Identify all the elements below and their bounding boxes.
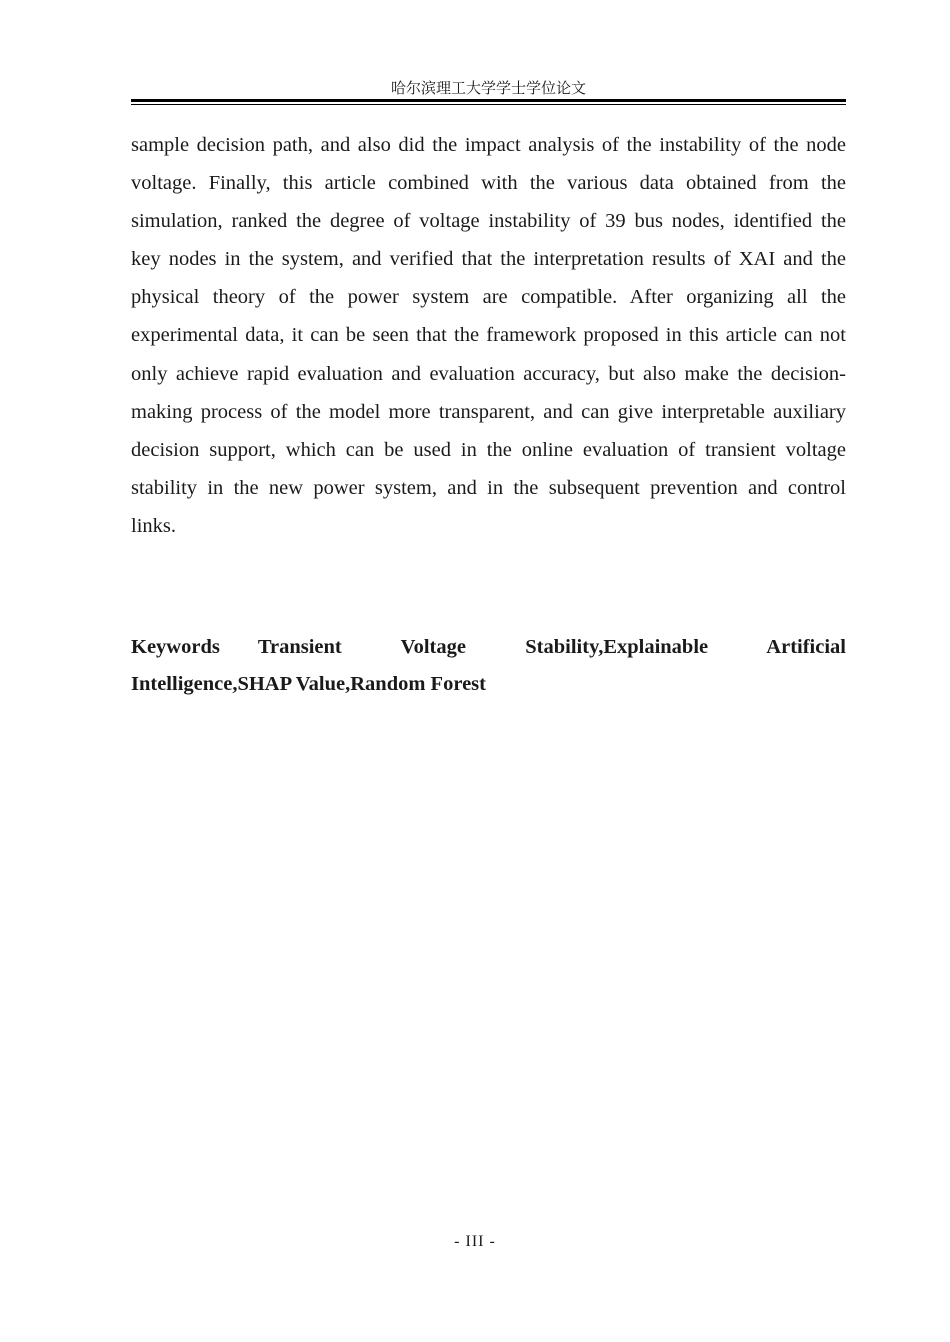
keywords-section — [131, 629, 846, 703]
page-number: - III - — [454, 1233, 496, 1250]
running-header: 哈尔滨理工大学学士学位论文 — [390, 79, 586, 97]
keywords-text: Transient Voltage Stability,Explainable Artificial Intelligence,SHAP Value,Random Forest — [131, 636, 846, 695]
keywords-label: Keywords — [131, 636, 220, 658]
abstract-paragraph: sample decision path, and also did the impact analysis of the instability of the node voltage. Finally, this article combined with the various data obtained from the simulation, ranked the degree of voltage instability of 39 bus nodes, identified the key nodes in the system, and verified that the interpretation results of XAI and the physical theory of the power system are compatible. After organizing all the experimental data, it can be seen that the framework proposed in this article can not only achieve rapid evaluation and evaluation accuracy, but also make the decision-making process of the model more transparent, and can give interpretable auxiliary decision support, which can be used in the online evaluation of transient voltage stability in the new power system, and in the subsequent prevention and control links. — [131, 134, 846, 537]
header-rule-thin — [131, 104, 846, 105]
header-rule-thick — [131, 99, 846, 102]
